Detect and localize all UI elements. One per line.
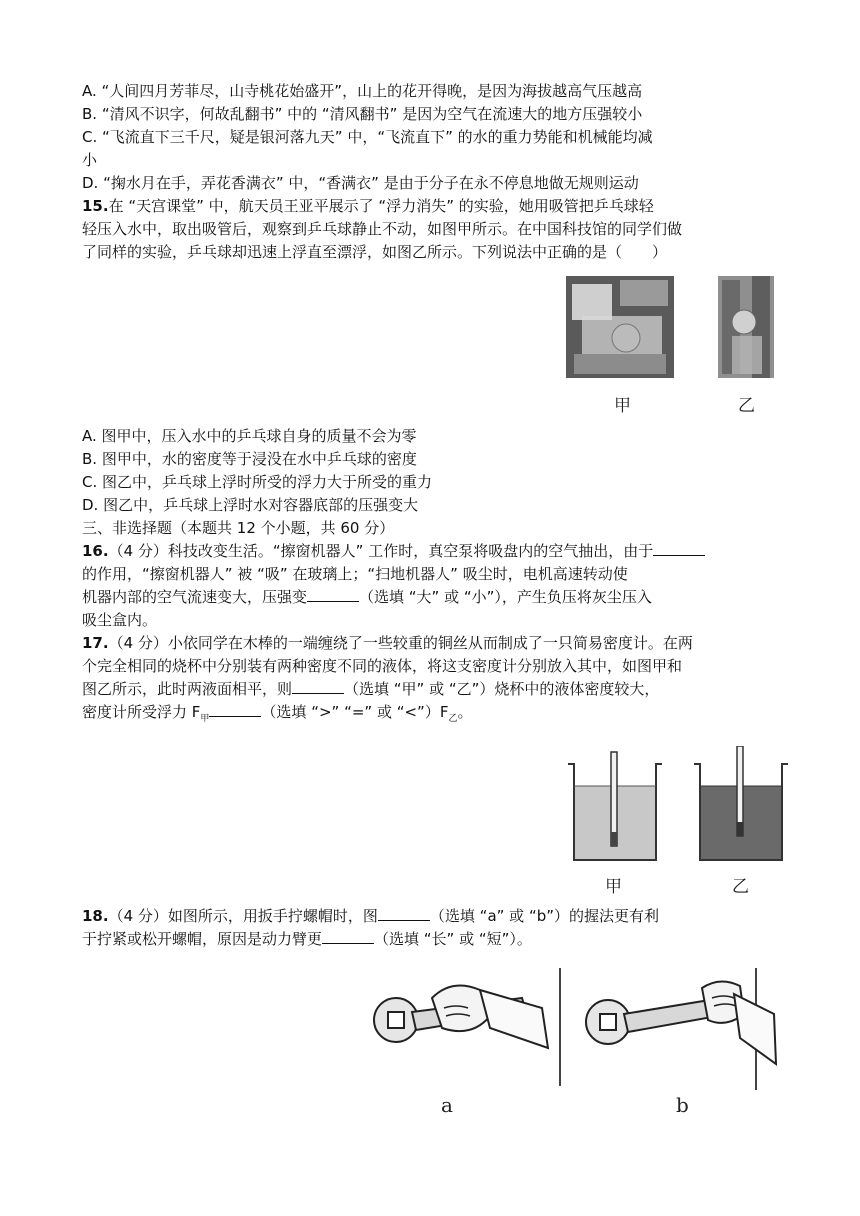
q18-caption-b: b (676, 1093, 689, 1117)
q17-number: 17. (82, 634, 109, 652)
q16-line-2: 的作用，“擦窗机器人” 被 “吸” 在玻璃上；“扫地机器人” 吸尘时，电机高速转动使 (82, 565, 628, 583)
q17-line-2: 个完全相同的烧杯中分别装有两种密度不同的液体，将这支密度计分别放入其中，如图甲和 (82, 657, 683, 675)
exam-page-part3 (82, 905, 782, 951)
q15-option-c: C. 图乙中，乒乓球上浮时所受的浮力大于所受的重力 (82, 473, 433, 491)
q18-number: 18. (82, 907, 109, 925)
q16-line-1: 16.（4 分）科技改变生活。“擦窗机器人” 工作时，真空泵将吸盘内的空气抽出，由于 (82, 540, 782, 563)
q17-line-1: 17.（4 分）小依同学在木棒的一端缠绕了一些较重的铜丝从而制成了一只简易密度计。在两 (82, 634, 693, 652)
q15-figure-yi (718, 276, 774, 378)
exam-page-part2 (82, 425, 782, 731)
q17-blank-1[interactable] (292, 679, 344, 694)
q15-option-b: B. 图甲中，水的密度等于浸没在水中乒乓球的密度 (82, 450, 417, 468)
q17-line-3: 图乙所示，此时两液面相平，则 （选填 “甲” 或 “乙”）烧杯中的液体密度较大， (82, 680, 660, 698)
q16-line-4: 吸尘盒内。 (82, 611, 158, 629)
q15-option-a: A. 图甲中，压入水中的乒乓球自身的质量不会为零 (82, 427, 417, 445)
q15-caption-yi: 乙 (738, 396, 755, 416)
q17-line-4: 密度计所受浮力 $F_甲$ （选填 “>” “=” 或 “$<”)F_乙$。 (82, 703, 473, 724)
q17-beaker-yi (692, 746, 790, 864)
q14-option-c-cont: 小 (82, 151, 98, 169)
q14-option-d: D. “掬水月在手，弄花香满衣” 中，“香满衣” 是由于分子在永不停息地做无规则运动 (82, 174, 639, 192)
section-3-heading: 三、非选择题（本题共 12 个小题，共 60 分） (82, 519, 395, 537)
q17-beaker-jia (566, 746, 664, 864)
q15-option-d: D. 图乙中，乒乓球上浮时水对容器底部的压强变大 (82, 496, 419, 514)
q16-number: 16. (82, 542, 109, 560)
q16-line-3: 机器内部的空气流速变大，压强变 （选填 “大” 或 “小”），产生负压将灰尘压入 (82, 588, 652, 606)
q18-blank-2[interactable] (322, 929, 374, 944)
q18-wrench-figure-b (584, 968, 780, 1092)
q14-option-a: A. “人间四月芳菲尽，山寺桃花始盛开”，山上的花开得晚，是因为海拔越高气压越高 (82, 82, 643, 100)
q18-blank-1[interactable] (378, 906, 430, 921)
q18-line-2: 于拧紧或松开螺帽，原因是动力臂更 （选填 “长” 或 “短”）。 (82, 930, 532, 948)
q16-blank-2[interactable] (307, 587, 359, 602)
q15-figure-jia (566, 276, 674, 378)
q15-stem-1: 15.在 “天宫课堂” 中，航天员王亚平展示了 “浮力消失” 的实验，她用吸管把乒乓球轻 (82, 197, 654, 215)
q18-line-1: 18.（4 分）如图所示，用扳手拧螺帽时，图 （选填 “a” 或 “b”）的握法更有利 (82, 907, 660, 925)
q18-caption-a: a (441, 1093, 453, 1117)
q16-blank-1[interactable] (653, 541, 705, 556)
q17-caption-jia: 甲 (605, 877, 622, 897)
q17-caption-yi: 乙 (732, 877, 749, 897)
q15-number: 15. (82, 197, 109, 215)
q18-wrench-figure-a (372, 968, 572, 1088)
q14-option-b: B. “清风不识字，何故乱翻书” 中的 “清风翻书” 是因为空气在流速大的地方压强较小 (82, 105, 643, 123)
q15-stem-2: 轻压入水中，取出吸管后，观察到乒乓球静止不动，如图甲所示。在中国科技馆的同学们做 (82, 220, 683, 238)
q17-blank-2[interactable] (209, 702, 261, 717)
q15-caption-jia: 甲 (614, 396, 631, 416)
exam-page (82, 80, 782, 264)
q14-option-c: C. “飞流直下三千尺，疑是银河落九天” 中，“飞流直下” 的水的重力势能和机械能均减 (82, 128, 653, 146)
q15-stem-3: 了同样的实验，乒乓球却迅速上浮直至漂浮，如图乙所示。下列说法中正确的是（ ） (82, 243, 668, 261)
